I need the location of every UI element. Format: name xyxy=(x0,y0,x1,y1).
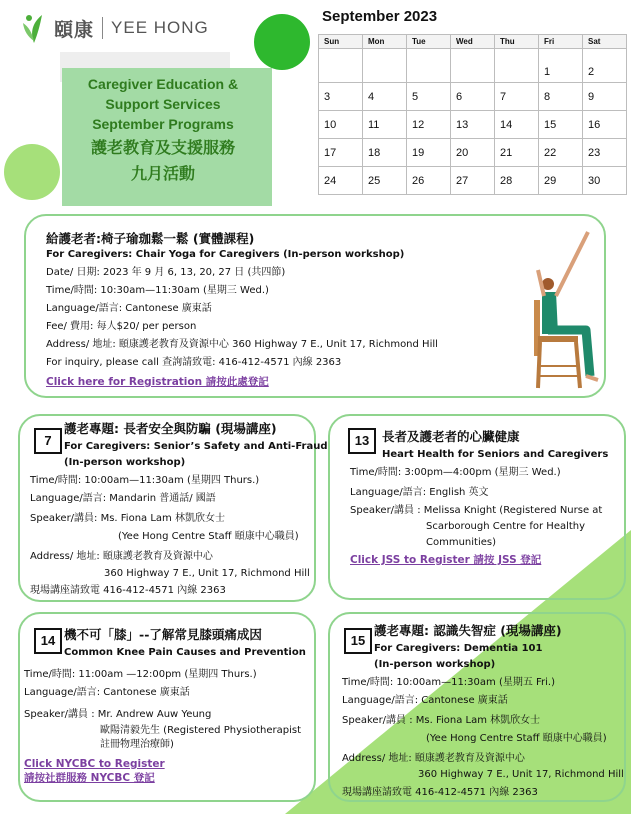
p7-address-2: 360 Highway 7 E., Unit 17, Richmond Hill xyxy=(104,568,310,579)
calendar-day-cell xyxy=(495,49,539,83)
card-heart-health xyxy=(328,414,626,600)
calendar-day-cell: 24 xyxy=(319,167,363,195)
calendar-day-cell xyxy=(363,49,407,83)
p13-speaker-3: Communities) xyxy=(426,537,496,548)
p7-language: Language/語言: Mandarin 普通話/ 國語 xyxy=(30,493,216,504)
calendar-title: September 2023 xyxy=(322,8,438,25)
title-cn-line-2: 九月活動 xyxy=(130,164,195,183)
calendar-day-cell: 5 xyxy=(407,83,451,111)
p14-speaker-3: 註冊物理治療師) xyxy=(100,739,174,750)
yoga-address: Address/ 地址: 頤康護老教育及資源中心 360 Highway 7 E., Unit 17, Richmond Hill xyxy=(46,339,438,350)
p7-speaker-affiliation: (Yee Hong Centre Staff 頤康中心職員) xyxy=(118,531,299,542)
calendar-day-cell xyxy=(451,49,495,83)
p15-speaker: Speaker/講員 : Ms. Fiona Lam 林凱欣女士 xyxy=(342,715,541,726)
date-badge-15: 15 xyxy=(344,628,372,654)
calendar-day-cell: 30 xyxy=(583,167,627,195)
date-badge-13: 13 xyxy=(348,428,376,454)
calendar-day-cell: 29 xyxy=(539,167,583,195)
calendar-day-cell: 18 xyxy=(363,139,407,167)
calendar-day-cell: 12 xyxy=(407,111,451,139)
yoga-inquiry: For inquiry, please call 查詢請致電: 416-412-4571 內線 2363 xyxy=(46,357,342,368)
card-knee-pain xyxy=(18,612,316,802)
decorative-dark-green-circle xyxy=(254,14,310,70)
yee-hong-logo xyxy=(20,8,209,48)
calendar-week-row xyxy=(319,83,627,111)
p15-language: Language/語言: Cantonese 廣東話 xyxy=(342,695,508,706)
p7-speaker: Speaker/講員: Ms. Fiona Lam 林凱欣女士 xyxy=(30,513,225,524)
calendar-day-cell: 25 xyxy=(363,167,407,195)
calendar-week-row xyxy=(319,111,627,139)
yoga-time: Time/時間: 10:30am—11:30am (星期三 Wed.) xyxy=(46,285,269,296)
calendar-day-cell xyxy=(319,49,363,83)
calendar-day-cell: 10 xyxy=(319,111,363,139)
p7-phone: 現場講座請致電 416-412-4571 內線 2363 xyxy=(30,585,226,596)
p7-time: Time/時間: 10:00am—11:30am (星期四 Thurs.) xyxy=(30,475,260,486)
p13-title: 長者及護老者的心臟健康 xyxy=(382,429,520,444)
date-badge-14: 14 xyxy=(34,628,62,654)
calendar-day-cell: 19 xyxy=(407,139,451,167)
calendar-day-cell: 9 xyxy=(583,83,627,111)
p14-register-link[interactable]: Click NYCBC to Register xyxy=(24,758,165,770)
weekday-cell: Fri xyxy=(539,35,583,49)
card-dementia xyxy=(328,612,626,802)
calendar-day-cell: 15 xyxy=(539,111,583,139)
weekday-cell: Sun xyxy=(319,35,363,49)
p7-address: Address/ 地址: 頤康護老教育及資源中心 xyxy=(30,551,213,562)
p7-title: 護老專題: 長者安全與防騙 (現場講座) xyxy=(64,421,277,436)
p14-speaker-2: 歐陽清毅先生 (Registered Physiotherapist xyxy=(100,725,302,736)
calendar-day-cell: 13 xyxy=(451,111,495,139)
p7-subtitle-2: (In-person workshop) xyxy=(64,457,186,468)
p14-time: Time/時間: 11:00am —12:00pm (星期四 Thurs.) xyxy=(24,669,257,680)
calendar-day-cell xyxy=(407,49,451,83)
yoga-language: Language/語言: Cantonese 廣東話 xyxy=(46,303,212,314)
decorative-light-green-circle xyxy=(4,144,60,200)
calendar-day-cell: 11 xyxy=(363,111,407,139)
card-chair-yoga xyxy=(24,214,606,398)
weekday-cell: Tue xyxy=(407,35,451,49)
yoga-fee: Fee/ 費用: 每人$20/ per person xyxy=(46,321,197,332)
date-badge-7: 7 xyxy=(34,428,62,454)
calendar-week-row xyxy=(319,139,627,167)
yoga-subtitle: For Caregivers: Chair Yoga for Caregivers (In-person workshop) xyxy=(46,249,405,260)
yoga-title: 給護老者:椅子瑜珈鬆一鬆 (實體課程) xyxy=(46,231,255,246)
calendar-day-cell: 6 xyxy=(451,83,495,111)
p15-subtitle: For Caregivers: Dementia 101 xyxy=(374,643,543,654)
p13-subtitle: Heart Health for Seniors and Caregivers xyxy=(382,449,609,460)
title-cn-line-1: 護老教育及支援服務 xyxy=(90,138,235,157)
p14-subtitle: Common Knee Pain Causes and Prevention xyxy=(64,647,306,658)
calendar-day-cell: 22 xyxy=(539,139,583,167)
title-en-line-1: Caregiver Education & xyxy=(87,76,239,92)
p15-title: 護老專題: 認識失智症 (現場講座) xyxy=(374,623,562,638)
calendar-day-cell: 16 xyxy=(583,111,627,139)
p13-language: Language/語言: English 英文 xyxy=(350,487,489,498)
calendar-day-cell: 20 xyxy=(451,139,495,167)
p13-speaker: Speaker/講員 : Melissa Knight (Registered Nurse at xyxy=(350,505,603,516)
leaf-logo-icon xyxy=(20,11,50,45)
weekday-cell: Mon xyxy=(363,35,407,49)
card-senior-safety xyxy=(18,414,328,602)
p13-time: Time/時間: 3:00pm—4:00pm (星期三 Wed.) xyxy=(350,467,561,478)
p13-speaker-2: Scarborough Centre for Healthy xyxy=(426,521,586,532)
p14-title: 機不可「膝」--了解常見膝頭痛成因 xyxy=(64,627,262,642)
p15-address: Address/ 地址: 頤康護老教育及資源中心 xyxy=(342,753,525,764)
p14-language: Language/語言: Cantonese 廣東話 xyxy=(24,687,190,698)
logo-chinese-text: 頤康 xyxy=(54,18,95,41)
weekday-cell: Sat xyxy=(583,35,627,49)
page-title xyxy=(58,74,268,186)
p15-subtitle-2: (In-person workshop) xyxy=(374,659,496,670)
calendar-day-cell: 14 xyxy=(495,111,539,139)
weekday-cell: Wed xyxy=(451,35,495,49)
logo-english-text: YEE HONG xyxy=(111,18,209,37)
calendar-week-row xyxy=(319,167,627,195)
p14-register-link-cn[interactable]: 請按社群服務 NYCBC 登記 xyxy=(24,772,155,784)
calendar-day-cell: 21 xyxy=(495,139,539,167)
p15-phone: 現場講座請致電 416-412-4571 內線 2363 xyxy=(342,787,538,798)
calendar-day-cell: 27 xyxy=(451,167,495,195)
title-en-line-2: Support Services xyxy=(105,96,221,112)
calendar-day-cell: 2 xyxy=(583,49,627,83)
logo-divider xyxy=(102,17,103,39)
calendar-day-cell: 3 xyxy=(319,83,363,111)
calendar-grid xyxy=(318,34,627,195)
calendar-day-cell: 23 xyxy=(583,139,627,167)
p14-speaker: Speaker/講員 : Mr. Andrew Auw Yeung xyxy=(24,709,212,720)
calendar-day-cell: 1 xyxy=(539,49,583,83)
p13-register-link[interactable]: Click JSS to Register 請按 JSS 登記 xyxy=(350,554,542,566)
calendar-day-cell: 26 xyxy=(407,167,451,195)
calendar-day-cell: 7 xyxy=(495,83,539,111)
p15-time: Time/時間: 10:00am—11:30am (星期五 Fri.) xyxy=(342,677,556,688)
weekday-cell: Thu xyxy=(495,35,539,49)
calendar-day-cell: 4 xyxy=(363,83,407,111)
p7-subtitle: For Caregivers: Senior’s Safety and Anti-Fraud xyxy=(64,441,328,452)
title-en-line-3: September Programs xyxy=(92,116,234,132)
p15-speaker-affiliation: (Yee Hong Centre Staff 頤康中心職員) xyxy=(426,733,607,744)
yoga-registration-link[interactable]: Click here for Registration 請按此處登記 xyxy=(46,376,269,388)
p15-address-2: 360 Highway 7 E., Unit 17, Richmond Hill xyxy=(418,769,624,780)
chair-yoga-illustration xyxy=(508,226,604,394)
yoga-date: Date/ 日期: 2023 年 9 月 6, 13, 20, 27 日 (共四節) xyxy=(46,267,286,278)
calendar-week-row xyxy=(319,49,627,83)
calendar-day-cell: 28 xyxy=(495,167,539,195)
calendar-day-cell: 17 xyxy=(319,139,363,167)
calendar-weekday-row xyxy=(319,35,627,49)
calendar-day-cell: 8 xyxy=(539,83,583,111)
